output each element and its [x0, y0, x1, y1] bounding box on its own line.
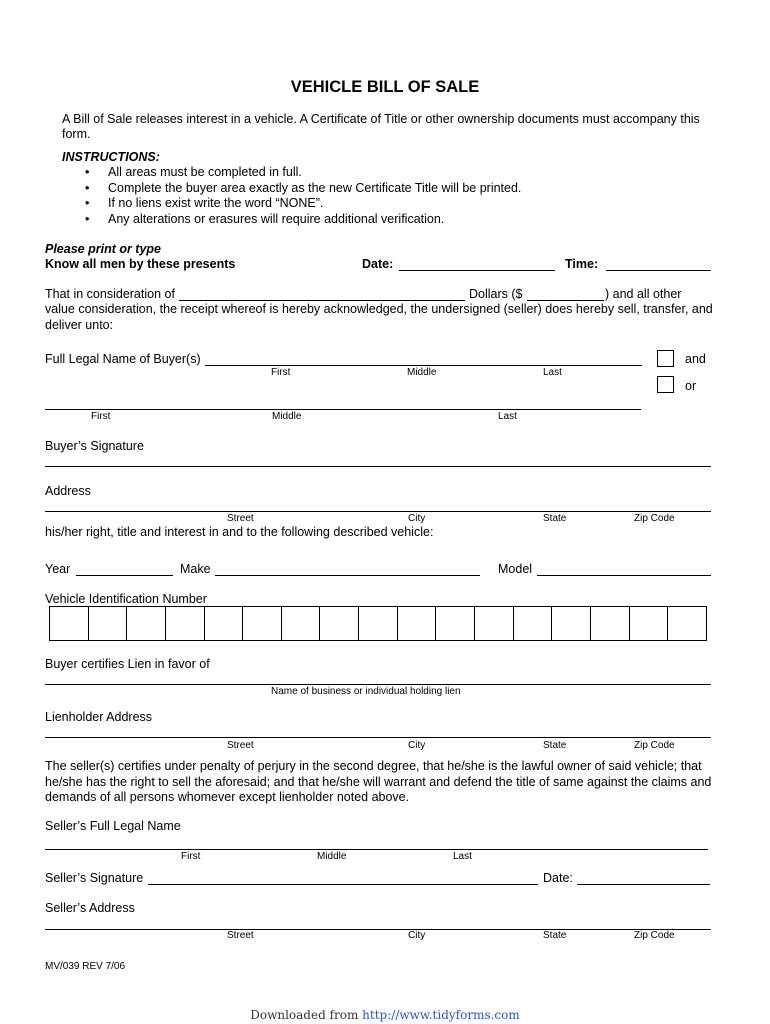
seller-date-label: Date:: [543, 871, 573, 885]
seller-name-label: Seller’s Full Legal Name: [45, 819, 181, 833]
dollars-label: Dollars ($: [469, 287, 523, 301]
buyer-signature-label: Buyer’s Signature: [45, 439, 144, 453]
instruction-item: • If no liens exist write the word “NONE”.: [62, 196, 521, 212]
vin-character-box[interactable]: [436, 607, 475, 640]
year-label: Year: [45, 562, 71, 576]
buyer-signature-field[interactable]: [45, 466, 711, 467]
state-caption: State: [543, 740, 567, 751]
street-caption: Street: [227, 513, 254, 524]
vin-character-box[interactable]: [282, 607, 321, 640]
vin-character-box[interactable]: [89, 607, 128, 640]
seller-middle-caption: Middle: [317, 851, 347, 862]
vin-character-box[interactable]: [243, 607, 282, 640]
vin-character-box[interactable]: [591, 607, 630, 640]
date-label: Date:: [362, 257, 394, 271]
model-label: Model: [498, 562, 533, 576]
lienholder-address-field[interactable]: [45, 737, 711, 738]
make-field[interactable]: [215, 575, 480, 576]
or-label: or: [685, 379, 697, 393]
consideration-text: value consideration, the receipt whereof is hereby acknowledged, the undersigned (seller) does hereby sell, transfer, and deliver unto:: [45, 302, 713, 332]
buyer1-first-caption: First: [271, 367, 291, 378]
vin-character-box[interactable]: [166, 607, 205, 640]
form-number: MV/039 REV 7/06: [45, 961, 126, 972]
vin-character-box[interactable]: [50, 607, 89, 640]
seller-name-field[interactable]: [45, 849, 708, 850]
city-caption: City: [408, 513, 426, 524]
consideration-suffix: ) and all other: [605, 287, 682, 301]
lienholder-name-field[interactable]: [45, 684, 711, 685]
vin-character-box[interactable]: [552, 607, 591, 640]
state-caption: State: [543, 930, 567, 941]
vin-character-box[interactable]: [127, 607, 166, 640]
buyer2-last-caption: Last: [498, 411, 517, 422]
and-checkbox[interactable]: [657, 350, 674, 367]
form-title: VEHICLE BILL OF SALE: [290, 78, 480, 96]
vin-character-box[interactable]: [359, 607, 398, 640]
intro-text: A Bill of Sale releases interest in a vehicle. A Certificate of Title or other ownership documents must accompany this form.: [62, 112, 700, 141]
seller-address-field[interactable]: [45, 929, 711, 930]
seller-last-caption: Last: [453, 851, 472, 862]
buyer1-last-caption: Last: [543, 367, 562, 378]
lien-label: Buyer certifies Lien in favor of: [45, 657, 210, 671]
city-caption: City: [408, 930, 426, 941]
zip-caption: Zip Code: [634, 513, 675, 524]
buyer2-middle-caption: Middle: [272, 411, 302, 422]
time-field[interactable]: [606, 270, 711, 271]
consideration-prefix: That in consideration of: [45, 287, 175, 301]
buyer-address-label: Address: [45, 484, 91, 498]
vin-character-box[interactable]: [398, 607, 437, 640]
buyer2-first-caption: First: [91, 411, 111, 422]
vin-character-box[interactable]: [475, 607, 514, 640]
vin-character-box[interactable]: [630, 607, 669, 640]
download-footer: [0, 1008, 770, 1022]
zip-caption: Zip Code: [634, 740, 675, 751]
seller-first-caption: First: [181, 851, 201, 862]
buyer-address-field[interactable]: [45, 511, 711, 512]
date-field[interactable]: [399, 270, 555, 271]
print-or-type-note: Please print or type: [45, 242, 162, 256]
lienholder-address-label: Lienholder Address: [45, 710, 153, 724]
vin-character-box[interactable]: [320, 607, 359, 640]
vin-character-box[interactable]: [205, 607, 244, 640]
footer-link[interactable]: http://www.tidyforms.com: [362, 1008, 520, 1022]
buyer1-middle-caption: Middle: [407, 367, 437, 378]
time-label: Time:: [565, 257, 599, 271]
instructions-heading: INSTRUCTIONS:: [62, 150, 160, 164]
vin-boxes: [49, 606, 707, 641]
model-field[interactable]: [537, 575, 711, 576]
make-label: Make: [180, 562, 211, 576]
seller-address-label: Seller’s Address: [45, 901, 135, 915]
buyer-name-label: Full Legal Name of Buyer(s): [45, 352, 201, 366]
street-caption: Street: [227, 930, 254, 941]
state-caption: State: [543, 513, 567, 524]
street-caption: Street: [227, 740, 254, 751]
city-caption: City: [408, 740, 426, 751]
zip-caption: Zip Code: [634, 930, 675, 941]
and-label: and: [685, 352, 706, 366]
instruction-item: • Any alterations or erasures will require additional verification.: [62, 212, 521, 228]
buyer1-name-field[interactable]: [205, 365, 642, 366]
instruction-item: • Complete the buyer area exactly as the new Certificate Title will be printed.: [62, 181, 521, 197]
footer-prefix: Downloaded from: [250, 1008, 363, 1022]
consideration-words-field[interactable]: [179, 300, 465, 301]
vin-character-box[interactable]: [514, 607, 553, 640]
year-field[interactable]: [76, 575, 173, 576]
or-checkbox[interactable]: [657, 376, 674, 393]
vin-label: Vehicle Identification Number: [45, 592, 207, 606]
vin-character-box[interactable]: [668, 607, 706, 640]
know-all-men-text: Know all men by these presents: [45, 257, 236, 271]
buyer2-name-field[interactable]: [45, 409, 641, 410]
lienholder-name-caption: Name of business or individual holding lien: [271, 686, 461, 697]
seller-signature-label: Seller’s Signature: [45, 871, 144, 885]
seller-signature-field[interactable]: [148, 884, 538, 885]
instruction-item: • All areas must be completed in full.: [62, 165, 521, 181]
dollars-amount-field[interactable]: [527, 300, 604, 301]
seller-date-field[interactable]: [577, 884, 710, 885]
instructions-list: [62, 165, 521, 227]
vehicle-intro: his/her right, title and interest in and to the following described vehicle:: [45, 525, 434, 539]
seller-certification: The seller(s) certifies under penalty of perjury in the second degree, that he/she is the lawful owner of said vehicle; that he/she has the right to sell the aforesaid; and that he/she will warrant and defend the title of same against the claims and demands of all persons whomever except lienholder noted above.: [45, 759, 712, 804]
